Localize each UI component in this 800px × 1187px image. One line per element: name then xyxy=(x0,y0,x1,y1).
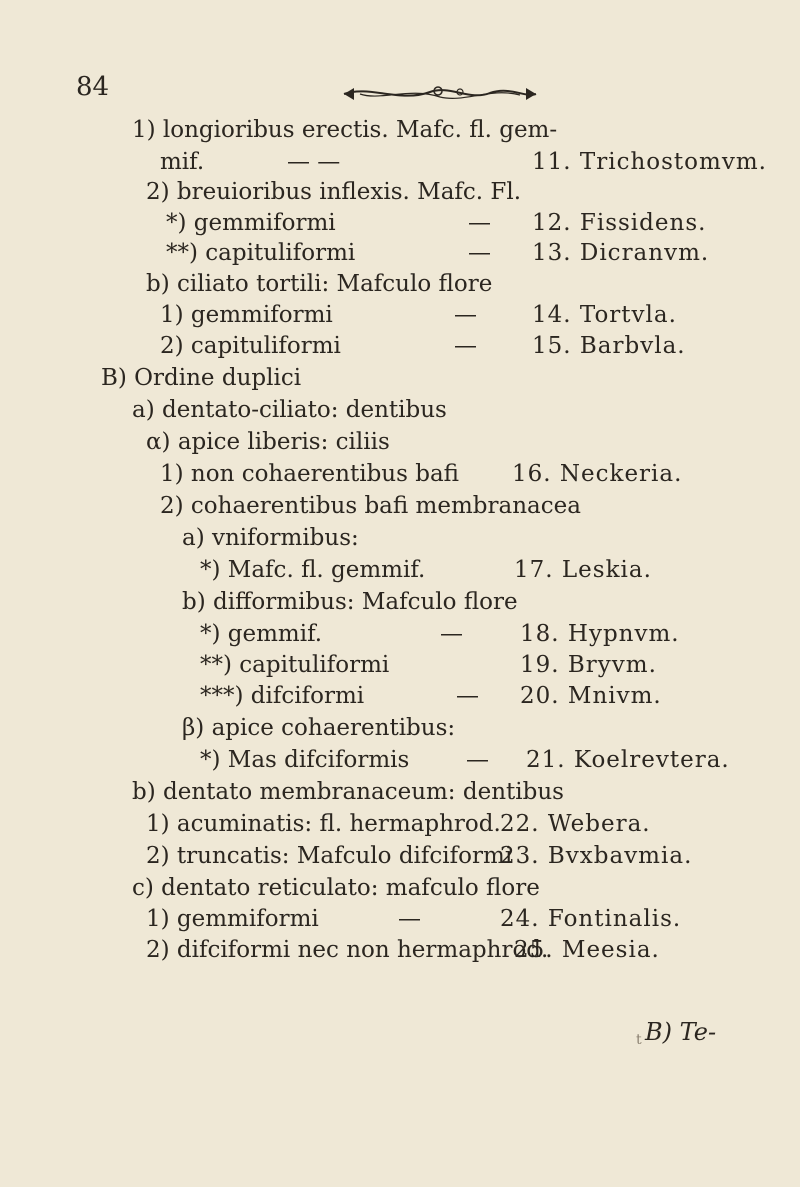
line-5-genus: 13. Dicranvm. xyxy=(532,240,710,266)
line-16-text: b) difformibus: Mafculo flore xyxy=(182,589,518,615)
line-19-text: ***) difciformi xyxy=(200,683,365,709)
line-22-text: b) dentato membranaceum: dentibus xyxy=(132,779,564,805)
line-25-text: c) dentato reticulato: mafculo flore xyxy=(132,875,540,901)
ornament-icon xyxy=(340,83,540,105)
line-2-text: mif. xyxy=(160,149,205,175)
line-21-genus: 21. Koelrevtera. xyxy=(526,747,730,773)
line-9-text: B) Ordine duplici xyxy=(101,365,302,391)
line-19-dash: — xyxy=(456,683,479,709)
line-6-text: b) ciliato tortili: Mafculo flore xyxy=(146,271,493,297)
catchword: B) Te- xyxy=(645,1018,717,1046)
line-26-dash: — xyxy=(398,906,421,932)
line-24-text: 2) truncatis: Mafculo difciformi xyxy=(146,843,513,869)
line-21-text: *) Mas difciformis xyxy=(200,747,410,773)
page-number: 84 xyxy=(76,72,110,102)
line-7-genus: 14. Tortvla. xyxy=(532,302,677,328)
line-15-text: *) Mafc. fl. gemmif. xyxy=(200,557,426,583)
line-5-text: **) capituliformi xyxy=(166,240,356,266)
line-8-genus: 15. Barbvla. xyxy=(532,333,686,359)
line-4-dash: — xyxy=(468,210,491,236)
line-20-text: β) apice cohaerentibus: xyxy=(182,715,456,741)
line-24-genus: 23. Bvxbavmia. xyxy=(500,843,693,869)
line-7-text: 1) gemmiformi xyxy=(160,302,333,328)
line-13-text: 2) cohaerentibus bafi membranacea xyxy=(160,493,581,519)
line-12-genus: 16. Neckeria. xyxy=(512,461,683,487)
line-2-dash: — — xyxy=(287,149,341,175)
line-18-genus: 19. Bryvm. xyxy=(520,652,657,678)
line-17-genus: 18. Hypnvm. xyxy=(520,621,680,647)
line-7-dash: — xyxy=(454,302,477,328)
line-14-text: a) vniformibus: xyxy=(182,525,359,551)
line-12-text: 1) non cohaerentibus bafi xyxy=(160,461,460,487)
line-17-dash: — xyxy=(440,621,463,647)
line-15-genus: 17. Leskia. xyxy=(514,557,652,583)
line-3-text: 2) breuioribus inflexis. Mafc. Fl. xyxy=(146,179,522,205)
line-10-text: a) dentato-ciliato: dentibus xyxy=(132,397,447,423)
line-18-text: **) capituliformi xyxy=(200,652,390,678)
line-11-text: α) apice liberis: ciliis xyxy=(146,429,390,455)
line-27-genus: 25. Meesia. xyxy=(514,937,660,963)
line-23-text: 1) acuminatis: fl. hermaphrod. xyxy=(146,811,501,837)
line-5-dash: — xyxy=(468,240,491,266)
line-27-text: 2) difciformi nec non hermaphrod. xyxy=(146,937,549,963)
footer-mark: t xyxy=(636,1032,642,1048)
line-17-text: *) gemmif. xyxy=(200,621,323,647)
line-26-text: 1) gemmiformi xyxy=(146,906,319,932)
line-4-genus: 12. Fissidens. xyxy=(532,210,707,236)
line-23-genus: 22. Webera. xyxy=(500,811,651,837)
line-19-genus: 20. Mnivm. xyxy=(520,683,662,709)
line-4-text: *) gemmiformi xyxy=(166,210,336,236)
line-2-genus: 11. Trichostomvm. xyxy=(532,149,767,175)
line-26-genus: 24. Fontinalis. xyxy=(500,906,682,932)
line-1-text: 1) longioribus erectis. Mafc. fl. gem- xyxy=(132,117,558,143)
line-8-text: 2) capituliformi xyxy=(160,333,341,359)
line-8-dash: — xyxy=(454,333,477,359)
line-21-dash: — xyxy=(466,747,489,773)
